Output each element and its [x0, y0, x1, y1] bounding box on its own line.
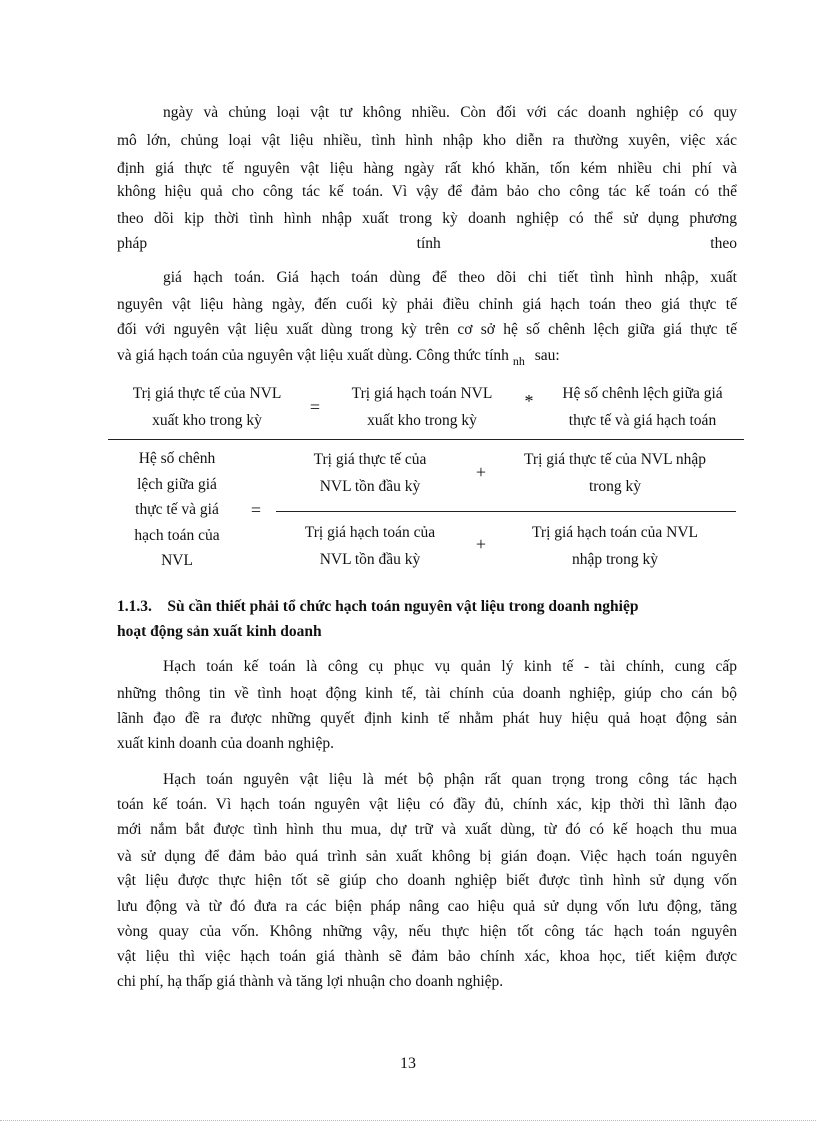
formula2-left — [117, 446, 237, 574]
para1-line-6: pháp tính theo — [117, 235, 737, 252]
para2-line-3: đối với nguyên vật liệu xuất dùng trong kỳ trên cơ sở hệ số chênh lệch giữa giá thực tế — [117, 321, 737, 338]
formula1-multiply: * — [524, 391, 534, 411]
page-bottom-border — [0, 1120, 816, 1121]
formula1-left-line-1: Trị giá thực tế của NVL — [132, 385, 282, 402]
para1-line-3: định giá thực tế nguyên vật liệu hàng ngày rất khó khăn, tốn kém nhiều chi phí và — [117, 160, 737, 177]
formula1-equals: = — [309, 397, 321, 417]
para4-line-3: mới nắm bắt được tình hình thu mua, dự trữ và xuất dùng, từ đó có kế hoạch thu mua — [117, 821, 737, 838]
formula2-num1-line-1: Trị giá thực tế của — [313, 451, 427, 468]
formula2-left-line-2: lệch giữa giá — [137, 475, 217, 493]
formula1-left — [117, 380, 297, 434]
page-number: 13 — [400, 1055, 416, 1072]
para4-line-9: chi phí, hạ thấp giá thành và tăng lợi nhuận cho doanh nghiệp. — [117, 973, 504, 990]
para4-line-6: lưu động và từ đó đưa ra các biện pháp nâng cao hiệu quả sử dụng vốn lưu động, tăng — [117, 898, 737, 915]
formula2-num1-line-2: NVL tồn đầu kỳ — [319, 478, 421, 495]
formula1-middle-line-2: xuất kho trong kỳ — [367, 412, 477, 429]
formula2-den1 — [280, 519, 460, 573]
para1-line-4: không hiệu quả cho công tác kế toán. Vì vậy để đảm bảo cho công tác kế toán có thể — [117, 183, 737, 200]
formula2-plus-bottom: + — [475, 534, 487, 554]
formula2-num1 — [280, 446, 460, 500]
formula2-den1-line-2: NVL tồn đầu kỳ — [319, 551, 421, 568]
section-heading-line-1: 1.1.3. Sù cần thiết phải tổ chức hạch toán nguyên vật liệu trong doanh nghiệp — [117, 598, 639, 615]
para4-line-8: vật liệu thì việc hạch toán giá thành sẽ đảm bảo chính xác, khoa học, tiết kiệm được — [117, 948, 737, 965]
formula1-middle-line-1: Trị giá hạch toán NVL — [351, 385, 493, 402]
section-heading-line-2: hoạt động sản xuất kinh doanh — [117, 623, 322, 640]
para2-line-1: giá hạch toán. Giá hạch toán dùng để theo dõi chi tiết tình hình nhập, xuất — [163, 269, 737, 286]
para2-line-4-text: và giá hạch toán của nguyên vật liệu xuất dùng. Công thức tính — [117, 347, 509, 364]
para4-line-7: vòng quay của vốn. Không những vậy, nếu thực hiện tốt công tác hạch toán nguyên — [117, 923, 737, 940]
para2-line-2: nguyên vật liệu hàng ngày, đến cuối kỳ phải điều chỉnh giá hạch toán theo giá thực tế — [117, 296, 737, 313]
formula2-den2-line-1: Trị giá hạch toán của NVL — [531, 524, 698, 541]
para4-line-5: vật liệu được thực hiện tốt sẽ giúp cho doanh nghiệp biết được tình hình sử dụng vốn — [117, 872, 737, 889]
formula2-left-line-4: hạch toán của — [134, 526, 220, 544]
para2-line-4 — [117, 346, 560, 366]
para3-line-1: Hạch toán kế toán là công cụ phục vụ quản lý kinh tế - tài chính, cung cấp — [163, 658, 737, 675]
para1-line-5: theo dõi kịp thời tình hình nhập xuất trong kỳ doanh nghiệp có thể sử dụng phương — [117, 210, 737, 227]
para2-subscript: nh — [512, 354, 525, 368]
para3-line-3: lãnh đạo đề ra được những quyết định kinh tế nhằm phát huy hiệu quả hoạt động sản — [117, 710, 737, 727]
formula1-right-line-1: Hệ số chênh lệch giữa giá — [562, 385, 723, 402]
fraction-bar — [276, 511, 736, 512]
formula2-plus-top: + — [475, 462, 487, 482]
para4-line-1: Hạch toán nguyên vật liệu là mét bộ phận rất quan trọng trong công tác hạch — [163, 771, 737, 788]
para2-tail: sau: — [534, 347, 560, 364]
para3-line-2: những thông tin về tình hoạt động kinh tế, tài chính của doanh nghiệp, giúp cho cán bộ — [117, 685, 737, 702]
formula1-middle — [332, 380, 512, 434]
formula2-left-line-3: thực tế và giá — [135, 501, 219, 518]
formula1-right — [545, 380, 740, 434]
formula2-left-line-5: NVL — [161, 552, 193, 569]
formula2-den1-line-1: Trị giá hạch toán của — [304, 524, 436, 541]
formula1-left-line-2: xuất kho trong kỳ — [152, 412, 262, 429]
formula2-num2-line-1: Trị giá thực tế của NVL nhập — [523, 451, 707, 468]
formula1-right-line-2: thực tế và giá hạch toán — [568, 412, 717, 429]
formula2-num2-line-2: trong kỳ — [588, 478, 642, 495]
formula2-equals: = — [250, 500, 262, 520]
formula-separator-line — [108, 439, 744, 440]
formula2-den2-line-2: nhập trong kỳ — [571, 551, 659, 568]
para4-line-4: và sử dụng để đảm bảo quá trình sản xuất không bị gián đoạn. Việc hạch toán nguyên — [117, 848, 737, 865]
para1-line-2: mô lớn, chủng loại vật liệu nhiều, tình hình nhập kho diễn ra thường xuyên, việc xác — [117, 132, 737, 149]
formula2-den2 — [500, 519, 730, 573]
formula2-left-line-1: Hệ số chênh — [138, 450, 216, 467]
formula2-num2 — [500, 446, 730, 500]
para4-line-2: toán kế toán. Vì hạch toán nguyên vật liệu có đầy đủ, chính xác, kịp thời thì lãnh đạo — [117, 796, 737, 813]
para1-line-1: ngày và chủng loại vật tư không nhiều. Còn đối với các doanh nghiệp có quy — [163, 104, 737, 121]
para3-line-4: xuất kinh doanh của doanh nghiệp. — [117, 735, 334, 752]
